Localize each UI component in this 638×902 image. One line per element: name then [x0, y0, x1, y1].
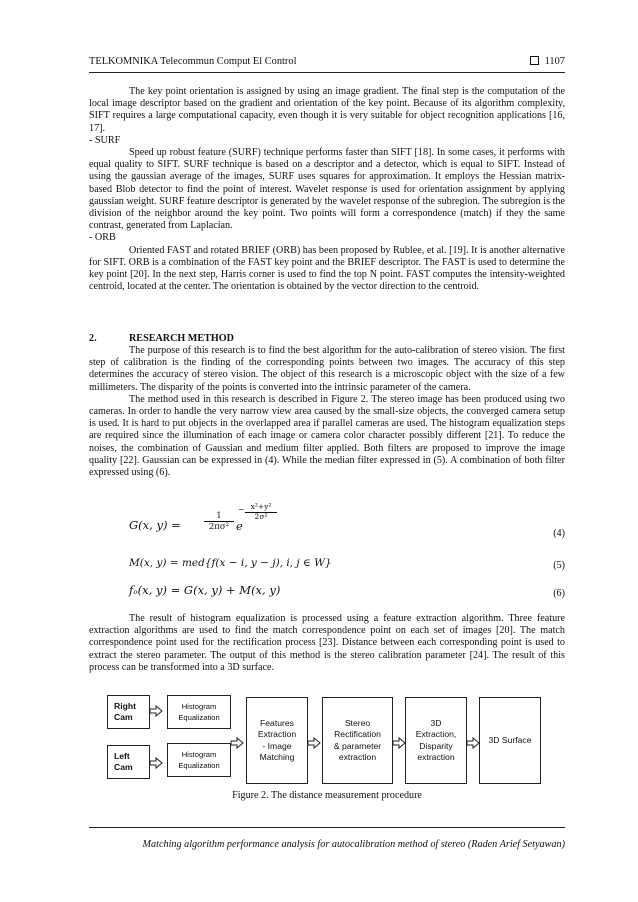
block-3d-extraction: 3D Extraction, Disparity extraction	[405, 697, 467, 784]
page-number: 1107	[544, 56, 565, 67]
intro-section	[89, 86, 565, 293]
page-number-block	[530, 56, 565, 67]
eq4-base: e	[236, 519, 243, 533]
block-left-cam: Left Cam	[107, 745, 150, 779]
eq5-number: (5)	[553, 560, 565, 571]
eq5-text: M(x, y) = med{f(x − i, y − j), i, j ∈ W}	[129, 557, 332, 569]
eq4-exponent	[238, 502, 277, 521]
method-text-top	[89, 345, 565, 479]
eq4-number: (4)	[553, 528, 565, 539]
arrow-features-to-stereo	[308, 738, 320, 748]
section-title: RESEARCH METHOD	[129, 333, 234, 344]
arrow-left-cam-to-hist	[150, 758, 162, 768]
paragraph-method: The method used in this research is described in Figure 2. The stereo image has been produced using two cameras. In order to handle the very narrow view area caused by the small-size objects, the converged camera setup is used. It is hard to put objects in the overlapped area if parallel cameras are used. The histogram equalization steps are required since the illumination of each image or camera color character possibly different [21]. To reduce the noises, the combination of Gaussian and medium filter applied. Both filters are proposed to improve the image quality [22]. Gaussian can be expressed in (4). While the median filter expressed in (5). A combination of both filter expressed using (6).	[89, 393, 565, 479]
eq4-frac-num: 1	[204, 511, 234, 522]
paragraph-sift: The key point orientation is assigned by using an image gradient. The final step is the computation of the local image descriptor based on the gradient and orientation of the key point. Because of its algorithm complexity, SIFT requires a large computational capacity, even though it is very suitable for object recognition applications [16, 17].	[89, 86, 565, 134]
eq4-fraction	[204, 511, 234, 532]
block-hist-eq-top: Histogram Equalization	[167, 695, 231, 729]
method-text-bottom	[89, 613, 565, 674]
square-icon	[530, 56, 539, 65]
paragraph-surf: Speed up robust feature (SURF) technique performs faster than SIFT [18]. In some cases, it performs with equal quality to SIFT. SURF technique is based on a descriptor and a detector, which is equal to SIFT. Instead of using the gaussian average of the images, SURF uses squares for approximation. It employs the Hessian matrix-based Blob detector to find the point of interest. Wavelet response is used for orientation assignment by applying gaussian weight. SURF feature descriptor is generated by the wavelet response of the subregion. The subregion is the division of the neighbor around the key point. Two points will form a correspondence (match) if they the same contrast, generated from Laplacian.	[89, 147, 565, 232]
page-footer: Matching algorithm performance analysis for autocalibration method of stereo (Raden Arief Setyawan)	[142, 839, 565, 850]
figure-diagram	[107, 695, 541, 787]
journal-name: TELKOMNIKA Telecommun Comput El Control	[89, 56, 297, 67]
arrow-stereo-to-3d	[393, 738, 405, 748]
header-rule	[89, 72, 565, 73]
section-number: 2.	[89, 333, 97, 344]
eq4-lhs: G(x, y) =	[129, 518, 181, 532]
eq6-text: fₒ(x, y) = G(x, y) + M(x, y)	[129, 583, 281, 597]
paragraph-purpose: The purpose of this research is to find the best algorithm for the auto-calibration of stereo vision. The first step of calibration is the finding of the corresponding points between two images. The accuracy of this step determines the accuracy of stereo vision. The object of this research is a microscopic object with the size of a few millimeters. The disparity of the points is converted into the intrinsic parameter of the camera.	[89, 345, 565, 393]
paragraph-result: The result of histogram equalization is processed using a feature extraction algorithm. Three feature extraction algorithms are used to find the match correspondence point on each set of images [20]. The match correspondence point used for the rectification process [23]. Distance between each corresponding point is used to extract the stereo parameter. The output of this method is the stereo calibration parameter [24]. The result of this process can be transformed into a 3D surface.	[89, 613, 565, 673]
block-stereo-rectification: Stereo Rectification & parameter extraction	[322, 697, 393, 784]
figure-caption: Figure 2. The distance measurement procedure	[232, 790, 422, 801]
eq6-number: (6)	[553, 588, 565, 599]
eq4-exp-den: 2σ²	[254, 511, 268, 521]
orb-label: - ORB	[89, 232, 116, 244]
block-hist-eq-bottom: Histogram Equalization	[167, 743, 231, 777]
footer-rule	[89, 827, 565, 828]
eq4-exp-num: − x²+y²	[245, 503, 277, 513]
block-features-extraction: Features Extraction - Image Matching	[246, 697, 308, 784]
section-heading	[89, 333, 234, 344]
surf-label: - SURF	[89, 134, 121, 146]
paragraph-orb: Oriented FAST and rotated BRIEF (ORB) has been proposed by Rublee, et al. [19]. It is another alternative for SIFT. ORB is a combination of the FAST key point and the BRIEF descriptor. The FAST is used to determine the key point [20]. In the next step, Harris corner is used to find the top N point. FAST computes the intensity-weighted centroid, located at the center. The orientation is obtained by the vector direction to the centroid.	[89, 244, 565, 293]
arrow-3d-to-surface	[467, 738, 479, 748]
arrow-right-cam-to-hist	[150, 706, 162, 716]
block-right-cam: Right Cam	[107, 695, 150, 729]
arrow-hist-to-features	[231, 738, 243, 748]
eq4-frac-den: 2πσ²	[208, 522, 230, 532]
block-3d-surface: 3D Surface	[479, 697, 541, 784]
